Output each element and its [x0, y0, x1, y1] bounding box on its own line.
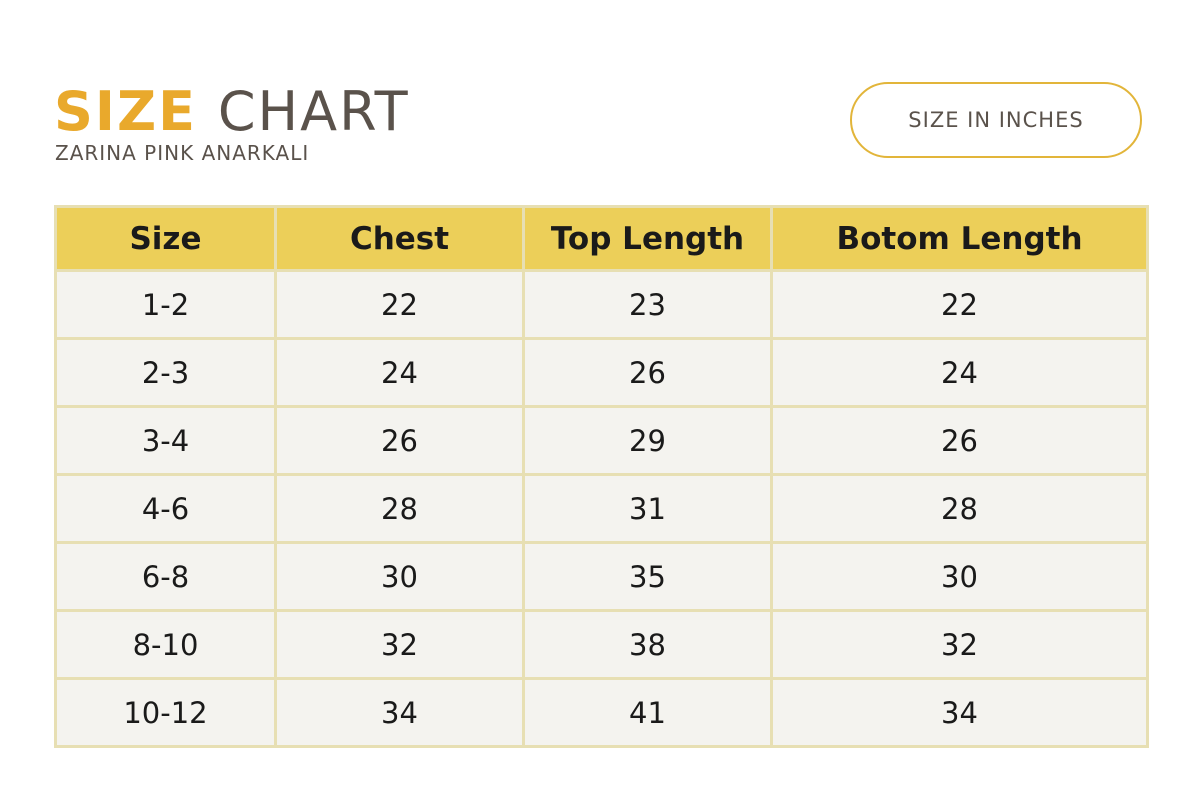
chest-cell: 34 — [276, 679, 524, 747]
bottom-length-cell: 28 — [772, 475, 1148, 543]
table-header-row — [56, 207, 1148, 271]
table-row — [56, 679, 1148, 747]
title-highlight: SIZE — [54, 80, 198, 143]
size-cell: 3-4 — [56, 407, 276, 475]
top-length-cell: 26 — [524, 339, 772, 407]
chest-cell: 30 — [276, 543, 524, 611]
bottom-length-cell: 24 — [772, 339, 1148, 407]
page-title — [54, 80, 410, 144]
bottom-length-cell: 22 — [772, 271, 1148, 339]
size-cell: 6-8 — [56, 543, 276, 611]
units-badge: SIZE IN INCHES — [850, 82, 1142, 158]
chest-cell: 22 — [276, 271, 524, 339]
top-length-cell: 29 — [524, 407, 772, 475]
column-header-size: Size — [56, 207, 276, 271]
top-length-cell: 41 — [524, 679, 772, 747]
column-header-bottom-length: Botom Length — [772, 207, 1148, 271]
size-cell: 4-6 — [56, 475, 276, 543]
product-name: ZARINA PINK ANARKALI — [55, 141, 310, 165]
bottom-length-cell: 32 — [772, 611, 1148, 679]
bottom-length-cell: 26 — [772, 407, 1148, 475]
size-cell: 10-12 — [56, 679, 276, 747]
table-row — [56, 611, 1148, 679]
top-length-cell: 23 — [524, 271, 772, 339]
column-header-top-length: Top Length — [524, 207, 772, 271]
chest-cell: 24 — [276, 339, 524, 407]
top-length-cell: 35 — [524, 543, 772, 611]
chest-cell: 26 — [276, 407, 524, 475]
top-length-cell: 31 — [524, 475, 772, 543]
table-row — [56, 475, 1148, 543]
chest-cell: 32 — [276, 611, 524, 679]
bottom-length-cell: 30 — [772, 543, 1148, 611]
top-length-cell: 38 — [524, 611, 772, 679]
size-table — [54, 205, 1149, 748]
chest-cell: 28 — [276, 475, 524, 543]
size-cell: 1-2 — [56, 271, 276, 339]
bottom-length-cell: 34 — [772, 679, 1148, 747]
column-header-chest: Chest — [276, 207, 524, 271]
size-cell: 8-10 — [56, 611, 276, 679]
table-row — [56, 339, 1148, 407]
size-cell: 2-3 — [56, 339, 276, 407]
title-rest: CHART — [217, 80, 410, 143]
table-row — [56, 271, 1148, 339]
table-row — [56, 407, 1148, 475]
table-row — [56, 543, 1148, 611]
